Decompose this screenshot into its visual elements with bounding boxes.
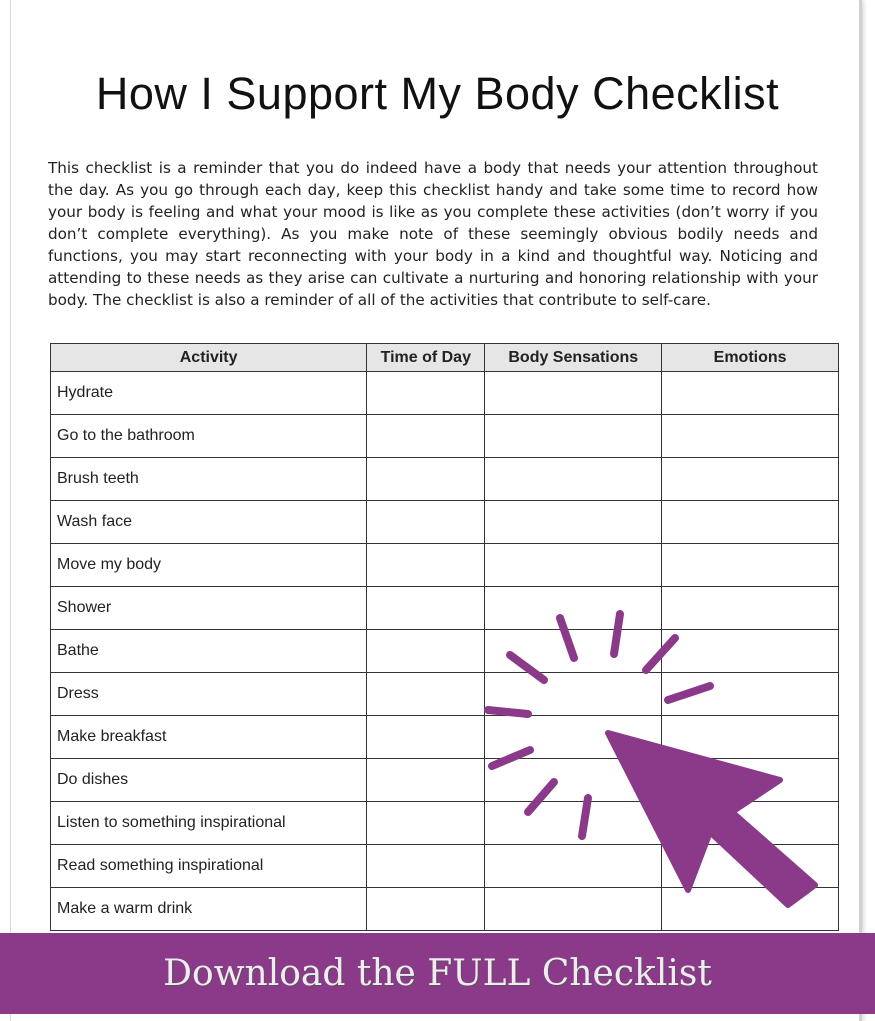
activity-cell: Hydrate [51,372,367,415]
click-cursor-icon [470,600,830,920]
time-of-day-cell[interactable] [367,501,485,544]
table-row [51,415,839,458]
time-of-day-cell[interactable] [367,759,485,802]
time-of-day-cell[interactable] [367,544,485,587]
table-row [51,501,839,544]
table-row [51,372,839,415]
emotions-cell[interactable] [662,458,839,501]
activity-cell: Make breakfast [51,716,367,759]
activity-cell: Wash face [51,501,367,544]
body-sensations-cell[interactable] [485,415,662,458]
header-activity: Activity [51,344,367,372]
emotions-cell[interactable] [662,415,839,458]
time-of-day-cell[interactable] [367,845,485,888]
time-of-day-cell[interactable] [367,587,485,630]
time-of-day-cell[interactable] [367,802,485,845]
emotions-cell[interactable] [662,501,839,544]
activity-cell: Brush teeth [51,458,367,501]
intro-paragraph: This checklist is a reminder that you do indeed have a body that needs your attention throughout the day. As you go through each day, keep this checklist handy and take some time to record how your body is feeling and what your mood is like as you complete these activities (don’t worry if you don’t complete everything). As you make note of these seemingly obvious bodily needs and functions, you may start reconnecting with your body in a kind and thoughtful way. Noticing and attending to these needs as they arise can cultivate a nurturing and honoring relationship with your body. The checklist is also a reminder of all of the activities that contribute to self-care. [48,159,818,310]
activity-cell: Move my body [51,544,367,587]
activity-cell: Shower [51,587,367,630]
table-row [51,458,839,501]
time-of-day-cell[interactable] [367,888,485,931]
activity-cell: Go to the bathroom [51,415,367,458]
header-body-sensations: Body Sensations [485,344,662,372]
emotions-cell[interactable] [662,544,839,587]
header-time-of-day: Time of Day [367,344,485,372]
page-title: How I Support My Body Checklist [95,68,780,120]
body-sensations-cell[interactable] [485,501,662,544]
activity-cell: Bathe [51,630,367,673]
time-of-day-cell[interactable] [367,630,485,673]
body-sensations-cell[interactable] [485,544,662,587]
body-sensations-cell[interactable] [485,458,662,501]
activity-cell: Do dishes [51,759,367,802]
download-button-label: Download the FULL Checklist [163,953,712,994]
download-full-checklist-button[interactable] [0,933,875,1014]
time-of-day-cell[interactable] [367,415,485,458]
header-emotions: Emotions [662,344,839,372]
emotions-cell[interactable] [662,372,839,415]
activity-cell: Read something inspirational [51,845,367,888]
table-row [51,544,839,587]
time-of-day-cell[interactable] [367,458,485,501]
time-of-day-cell[interactable] [367,716,485,759]
activity-cell: Dress [51,673,367,716]
activity-cell: Make a warm drink [51,888,367,931]
activity-cell: Listen to something inspirational [51,802,367,845]
time-of-day-cell[interactable] [367,372,485,415]
body-sensations-cell[interactable] [485,372,662,415]
time-of-day-cell[interactable] [367,673,485,716]
